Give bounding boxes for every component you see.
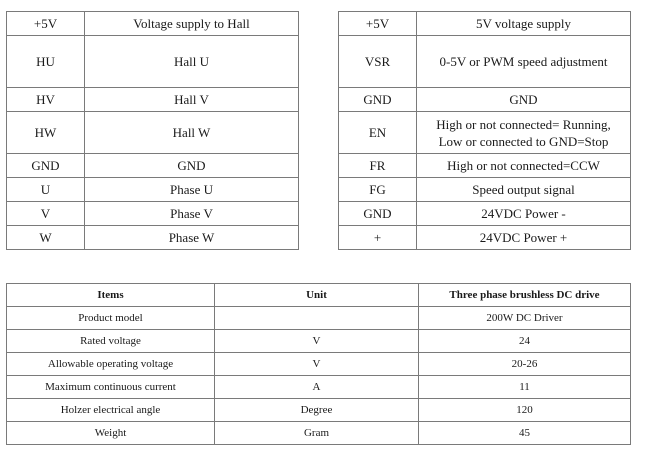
spec-unit: V: [215, 353, 419, 376]
table-row: [339, 202, 631, 226]
pin-label: W: [7, 226, 85, 250]
spec-unit: A: [215, 376, 419, 399]
pin-description: Phase U: [85, 178, 299, 202]
pin-description-line: High or not connected= Running,: [436, 116, 611, 132]
pin-description: Phase W: [85, 226, 299, 250]
column-header-unit: Unit: [215, 284, 419, 307]
column-header-value: Three phase brushless DC drive: [419, 284, 631, 307]
pin-description: 24VDC Power +: [417, 226, 631, 250]
pin-description-line: Low or connected to GND=Stop: [438, 133, 609, 149]
spec-value: 20-26: [419, 353, 631, 376]
pin-label: VSR: [339, 36, 417, 88]
spec-value: 24: [419, 330, 631, 353]
pin-description: Hall U: [85, 36, 299, 88]
pin-description: Voltage supply to Hall: [85, 12, 299, 36]
table-row: [7, 88, 299, 112]
spec-unit: Gram: [215, 422, 419, 445]
table-row: [7, 202, 299, 226]
pin-label: U: [7, 178, 85, 202]
spec-item: Product model: [7, 307, 215, 330]
table-row: [7, 376, 631, 399]
table-row: [339, 36, 631, 88]
table-row: [7, 112, 299, 154]
pin-description: 0-5V or PWM speed adjustment: [417, 36, 631, 88]
pin-label: GND: [339, 88, 417, 112]
pin-description: Speed output signal: [417, 178, 631, 202]
table-row: [7, 307, 631, 330]
pin-label: +5V: [7, 12, 85, 36]
column-header-items: Items: [7, 284, 215, 307]
table-row: [7, 353, 631, 376]
pin-description: GND: [417, 88, 631, 112]
table-row: [7, 154, 299, 178]
spec-unit: [215, 307, 419, 330]
pin-label: +: [339, 226, 417, 250]
table-row: [7, 399, 631, 422]
table-row: [339, 154, 631, 178]
table-row: [7, 330, 631, 353]
pin-description: 5V voltage supply: [417, 12, 631, 36]
table-row: [7, 178, 299, 202]
table-row: [339, 178, 631, 202]
table-header-row: [7, 284, 631, 307]
pin-label: HW: [7, 112, 85, 154]
spec-item: Allowable operating voltage: [7, 353, 215, 376]
spec-unit: V: [215, 330, 419, 353]
pin-label: +5V: [339, 12, 417, 36]
spec-value: 11: [419, 376, 631, 399]
spec-value: 200W DC Driver: [419, 307, 631, 330]
pin-description: [417, 112, 631, 154]
hall-phase-pin-table: [6, 11, 299, 250]
spec-value: 45: [419, 422, 631, 445]
spec-item: Rated voltage: [7, 330, 215, 353]
pin-label: GND: [7, 154, 85, 178]
spec-unit: Degree: [215, 399, 419, 422]
pin-description: Hall W: [85, 112, 299, 154]
pin-label: HU: [7, 36, 85, 88]
spec-item: Holzer electrical angle: [7, 399, 215, 422]
table-row: [339, 226, 631, 250]
spec-item: Maximum continuous current: [7, 376, 215, 399]
pin-label: FR: [339, 154, 417, 178]
pin-description: 24VDC Power -: [417, 202, 631, 226]
pin-description: Hall V: [85, 88, 299, 112]
table-row: [339, 112, 631, 154]
table-row: [7, 36, 299, 88]
spec-value: 120: [419, 399, 631, 422]
spec-item: Weight: [7, 422, 215, 445]
table-row: [339, 12, 631, 36]
table-row: [7, 226, 299, 250]
pin-label: GND: [339, 202, 417, 226]
pin-label: FG: [339, 178, 417, 202]
pin-description: High or not connected=CCW: [417, 154, 631, 178]
pin-label: HV: [7, 88, 85, 112]
pin-label: EN: [339, 112, 417, 154]
control-power-pin-table: [338, 11, 631, 250]
table-row: [339, 88, 631, 112]
specification-table: [6, 283, 631, 445]
pin-description: GND: [85, 154, 299, 178]
table-row: [7, 12, 299, 36]
pin-description: Phase V: [85, 202, 299, 226]
table-row: [7, 422, 631, 445]
pin-label: V: [7, 202, 85, 226]
